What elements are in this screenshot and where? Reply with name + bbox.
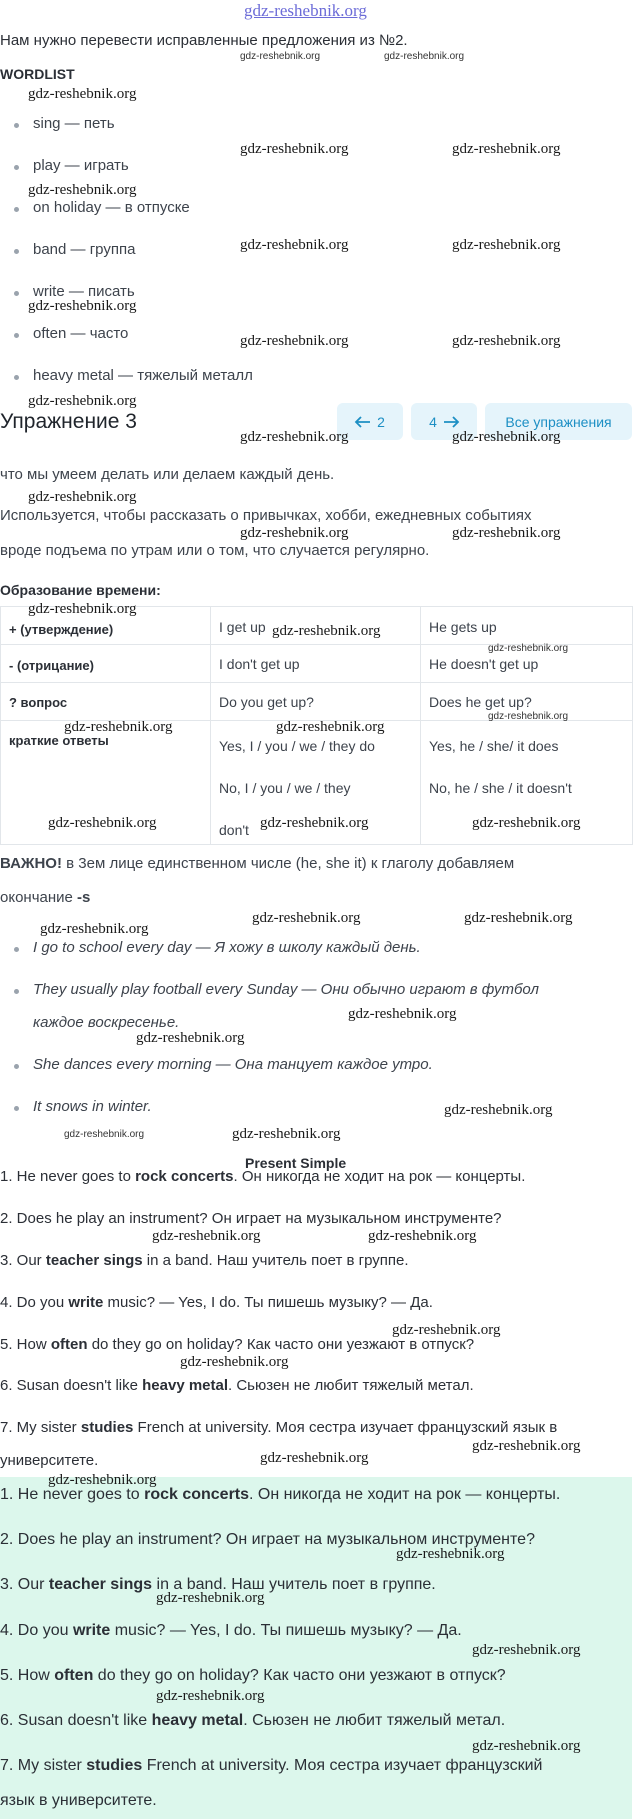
watermark: gdz-reshebnik.org xyxy=(452,525,561,541)
important-text: в 3ем лице единственном числе (he, she it) к глаголу добавляем xyxy=(61,855,515,872)
watermark: gdz-reshebnik.org xyxy=(392,1322,501,1338)
bullet-icon xyxy=(14,989,19,994)
bullet-icon xyxy=(14,291,19,296)
watermark: gdz-reshebnik.org xyxy=(152,1228,261,1244)
table-cell: - (отрицание) xyxy=(1,645,211,683)
short-answer-yes: Yes, he / she/ it does xyxy=(429,738,559,754)
table-cell: I get up xyxy=(211,607,421,645)
description-line: что мы умеем делать или делаем каждый день. xyxy=(0,466,335,483)
prev-exercise-label: 2 xyxy=(377,413,385,430)
bullet-icon xyxy=(14,207,19,212)
table-cell: Do you get up? xyxy=(211,683,421,721)
sentence-line: 3. Our teacher sings in a band. Наш учитель поет в группе. xyxy=(0,1252,409,1269)
wordlist-item: sing — петь xyxy=(33,115,115,132)
site-watermark-link[interactable]: gdz-reshebnik.org xyxy=(244,1,367,20)
watermark: gdz-reshebnik.org xyxy=(472,1438,581,1454)
wordlist-item: on holiday — в отпуске xyxy=(33,199,190,216)
watermark: gdz-reshebnik.org xyxy=(472,1642,581,1658)
bullet-icon xyxy=(14,123,19,128)
wordlist-item: band — группа xyxy=(33,241,136,258)
answer-line: 4. Do you write music? — Yes, I do. Ты пишешь музыку? — Да. xyxy=(0,1622,462,1639)
example-item: She dances every morning — Она танцует каждое утро. xyxy=(33,1056,433,1073)
watermark: gdz-reshebnik.org xyxy=(40,921,149,937)
wordlist-item: write — писать xyxy=(33,283,135,300)
bullet-icon xyxy=(14,375,19,380)
watermark: gdz-reshebnik.org xyxy=(28,489,137,505)
sentence-line: университете. xyxy=(0,1452,99,1469)
sentence-line: 2. Does he play an instrument? Он играет на музыкальном инструменте? xyxy=(0,1210,502,1227)
watermark: gdz-reshebnik.org xyxy=(156,1590,265,1606)
table-cell: ? вопрос xyxy=(1,683,211,721)
table-cell: He gets up xyxy=(421,607,633,645)
watermark: gdz-reshebnik.org xyxy=(452,237,561,253)
sentence-line: 6. Susan doesn't like heavy metal. Сьюзен не любит тяжелый метал. xyxy=(0,1377,474,1394)
answer-line: язык в университете. xyxy=(0,1792,157,1809)
next-exercise-label: 4 xyxy=(429,413,437,430)
all-exercises-label: Все упражнения xyxy=(505,413,612,430)
watermark: gdz-reshebnik.org xyxy=(488,711,569,722)
watermark: gdz-reshebnik.org xyxy=(64,1129,145,1140)
wordlist-item: heavy metal — тяжелый металл xyxy=(33,367,253,384)
wordlist-item: play — играть xyxy=(33,157,129,174)
important-text: окончание xyxy=(0,889,78,906)
watermark: gdz-reshebnik.org xyxy=(472,1738,581,1754)
short-answer-no: No, he / she / it doesn't xyxy=(429,780,572,796)
watermark: gdz-reshebnik.org xyxy=(260,815,369,831)
wordlist-item: often — часто xyxy=(33,325,129,342)
watermark: gdz-reshebnik.org xyxy=(28,601,137,617)
watermark: gdz-reshebnik.org xyxy=(240,141,349,157)
watermark: gdz-reshebnik.org xyxy=(48,815,157,831)
watermark: gdz-reshebnik.org xyxy=(28,298,137,314)
arrow-left-icon xyxy=(355,416,371,428)
short-answer-yes: Yes, I / you / we / they do xyxy=(219,738,375,754)
bullet-icon xyxy=(14,947,19,952)
table-cell: I don't get up xyxy=(211,645,421,683)
watermark: gdz-reshebnik.org xyxy=(64,719,173,735)
watermark: gdz-reshebnik.org xyxy=(464,910,573,926)
table-cell: He doesn't get up xyxy=(421,645,633,683)
watermark: gdz-reshebnik.org xyxy=(452,141,561,157)
intro-text: Нам нужно перевести исправленные предложения из №2. xyxy=(0,32,408,49)
exercise-title: Упражнение 3 xyxy=(0,410,137,433)
watermark: gdz-reshebnik.org xyxy=(272,623,381,639)
bullet-icon xyxy=(14,165,19,170)
example-item: They usually play football every Sunday — Они обычно играют в футбол xyxy=(33,981,539,998)
table-cell: + (утверждение) xyxy=(1,607,211,645)
bullet-icon xyxy=(14,333,19,338)
watermark: gdz-reshebnik.org xyxy=(452,333,561,349)
sentence-line: 1. He never goes to rock concerts. Он никогда не ходит на рок — концерты. xyxy=(0,1168,526,1185)
watermark: gdz-reshebnik.org xyxy=(240,51,321,62)
description-line: Используется, чтобы рассказать о привычках, хобби, ежедневных событиях xyxy=(0,507,532,524)
cut-heading: Present Simple xyxy=(245,1155,347,1171)
watermark: gdz-reshebnik.org xyxy=(28,86,137,102)
watermark: gdz-reshebnik.org xyxy=(240,525,349,541)
watermark: gdz-reshebnik.org xyxy=(348,1006,457,1022)
important-suffix: -s xyxy=(77,889,91,906)
example-item: каждое воскресенье. xyxy=(33,1014,180,1031)
description-line: вроде подъема по утрам или о том, что случается регулярно. xyxy=(0,542,430,559)
watermark: gdz-reshebnik.org xyxy=(488,643,569,654)
formation-title: Образование времени: xyxy=(0,582,161,598)
answer-line: 1. He never goes to rock concerts. Он никогда не ходит на рок — концерты. xyxy=(0,1486,561,1503)
watermark: gdz-reshebnik.org xyxy=(240,237,349,253)
watermark: gdz-reshebnik.org xyxy=(276,719,385,735)
watermark: gdz-reshebnik.org xyxy=(156,1688,265,1704)
watermark: gdz-reshebnik.org xyxy=(28,182,137,198)
example-item: I go to school every day — Я хожу в школу каждый день. xyxy=(33,939,421,956)
answer-line: 3. Our teacher sings in a band. Наш учитель поет в группе. xyxy=(0,1576,436,1593)
bullet-icon xyxy=(14,1106,19,1111)
answer-line: 6. Susan doesn't like heavy metal. Сьюзен не любит тяжелый метал. xyxy=(0,1712,506,1729)
answer-line: 5. How often do they go on holiday? Как часто они уезжают в отпуск? xyxy=(0,1667,506,1684)
short-answer-no-cont: don't xyxy=(219,822,249,838)
watermark: gdz-reshebnik.org xyxy=(368,1228,477,1244)
wordlist-title: WORDLIST xyxy=(0,66,75,82)
arrow-right-icon xyxy=(443,416,459,428)
sentence-line: 5. How often do they go on holiday? Как часто они уезжают в отпуск? xyxy=(0,1336,475,1353)
answer-line: 2. Does he play an instrument? Он играет на музыкальном инструменте? xyxy=(0,1531,535,1548)
sentence-line: 7. My sister studies French at university. Моя сестра изучает французский язык в xyxy=(0,1419,558,1436)
watermark: gdz-reshebnik.org xyxy=(180,1354,289,1370)
bullet-icon xyxy=(14,1064,19,1069)
important-note-line2 xyxy=(0,889,90,906)
example-item: It snows in winter. xyxy=(33,1098,152,1115)
watermark: gdz-reshebnik.org xyxy=(136,1030,245,1046)
bullet-icon xyxy=(14,249,19,254)
sentence-line: 4. Do you write music? — Yes, I do. Ты пишешь музыку? — Да. xyxy=(0,1294,433,1311)
watermark: gdz-reshebnik.org xyxy=(48,1472,157,1488)
watermark: gdz-reshebnik.org xyxy=(452,429,561,445)
table-cell: Does he get up? xyxy=(421,683,633,721)
watermark: gdz-reshebnik.org xyxy=(384,51,465,62)
watermark: gdz-reshebnik.org xyxy=(472,815,581,831)
watermark: gdz-reshebnik.org xyxy=(240,429,349,445)
watermark: gdz-reshebnik.org xyxy=(396,1546,505,1562)
short-answer-no: No, I / you / we / they xyxy=(219,780,351,796)
watermark: gdz-reshebnik.org xyxy=(444,1102,553,1118)
watermark: gdz-reshebnik.org xyxy=(240,333,349,349)
watermark: gdz-reshebnik.org xyxy=(252,910,361,926)
important-note xyxy=(0,855,514,872)
watermark: gdz-reshebnik.org xyxy=(28,393,137,409)
watermark: gdz-reshebnik.org xyxy=(260,1450,369,1466)
answer-line: 7. My sister studies French at university. Моя сестра изучает французский xyxy=(0,1757,543,1774)
important-label: ВАЖНО! xyxy=(0,855,62,872)
table-cell: краткие ответы xyxy=(1,721,211,845)
watermark: gdz-reshebnik.org xyxy=(232,1126,341,1142)
